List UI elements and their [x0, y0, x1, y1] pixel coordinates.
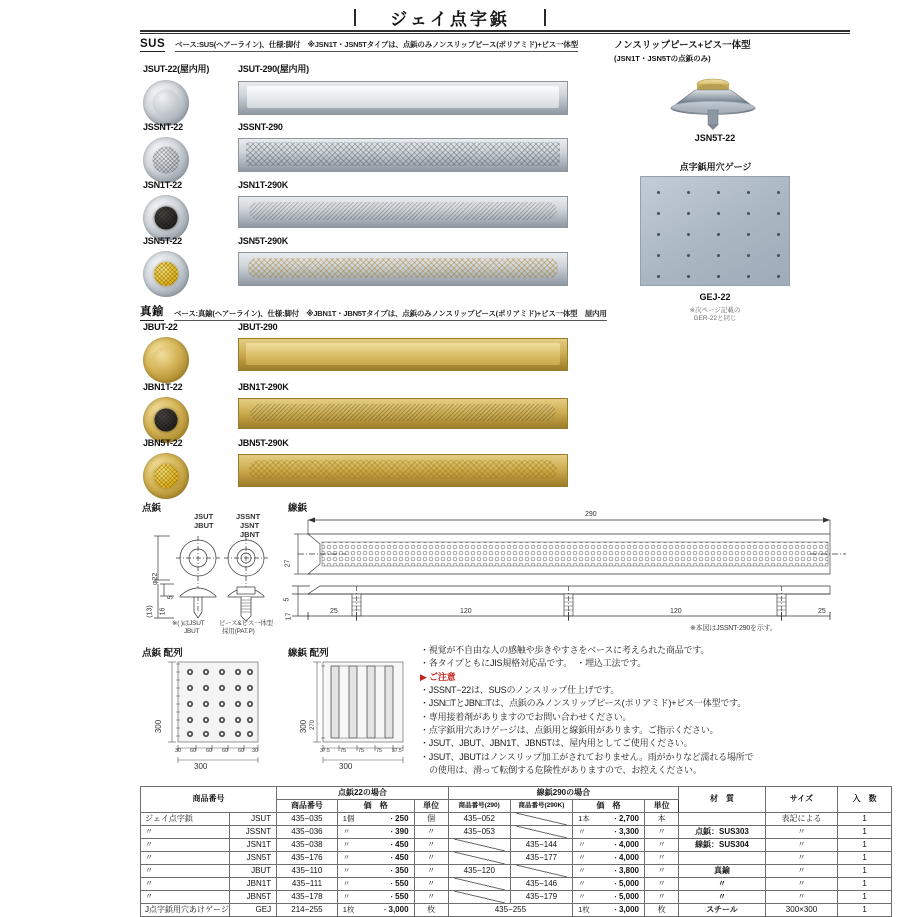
layout-title-dot: 点鋲 配列 — [142, 648, 183, 659]
title-divider-left — [354, 9, 356, 26]
th-code290: 商品番号(290) — [448, 800, 510, 813]
note-item: ・JSN□TとJBN□Tは、点鋲のみノンスリップピース(ポリアミド)+ビス一体型です。 — [420, 698, 747, 709]
bar-image-jbn1t — [238, 398, 568, 429]
dim-line-120b: 120 — [670, 608, 682, 615]
bar-image-jbn5t — [238, 454, 568, 487]
cell-unit-22: 〃 — [414, 878, 448, 891]
cell-unit-290: 〃 — [645, 891, 679, 904]
note-item: の使用は、滑って転倒する危険性がありますので、お控えください。 — [429, 764, 702, 775]
gauge-image — [640, 176, 790, 286]
cell-price-22: 〃 ・350 — [337, 865, 414, 878]
product-row-jssnt — [143, 122, 189, 183]
bar-label-jbn5t: JBN5T-290K — [238, 438, 289, 448]
dot-label-b-2: JSNT — [240, 521, 260, 530]
cell-code-22: 435−038 — [277, 839, 338, 852]
dot-label-jssnt: JSSNT-22 — [143, 122, 183, 132]
table-row — [141, 852, 892, 865]
cell-price-290: 〃 ・4,000 — [573, 839, 645, 852]
cell-size: 300×300 — [765, 904, 838, 917]
cell-size: 表記による — [765, 813, 838, 826]
gauge-hole — [717, 191, 720, 194]
cell-code-290 — [448, 839, 510, 852]
cell-model: JSN1T — [229, 839, 276, 852]
note-item: ・点字鋲用穴あけゲージは、点鋲用と線鋲用があります。ご指示ください。 — [420, 724, 719, 735]
cell-count: 1 — [838, 891, 892, 904]
drawing-title-dot: 点鋲 — [142, 503, 162, 514]
gauge-hole — [687, 191, 690, 194]
cell-material: 点鋲：SUS303 — [679, 826, 766, 839]
cell-price-22: 1個 ・250 — [337, 813, 414, 826]
th-unit22: 単位 — [414, 800, 448, 813]
layout-dot-tick-6: 30 — [252, 748, 259, 754]
dim-line-h27: 27 — [284, 559, 292, 568]
gauge-hole — [687, 233, 690, 236]
note-item: ・JSSNT−22は、SUSのノンスリップ仕上げです。 — [420, 684, 620, 695]
note-caution-heading: ▶ ご注意 — [420, 671, 456, 682]
layout-dot-tick-5: 60 — [238, 748, 245, 754]
cell-code-22: 435−035 — [277, 813, 338, 826]
cell-count: 1 — [838, 878, 892, 891]
cell-code-290k — [510, 865, 572, 878]
layout-line-vertical-dim2: 270 — [310, 719, 317, 731]
gauge-hole — [777, 233, 780, 236]
table-row — [141, 826, 892, 839]
cell-code-22: 435−176 — [277, 852, 338, 865]
mesh-texture — [153, 147, 180, 174]
th-quantity: 入 数 — [838, 787, 892, 813]
cell-count: 1 — [838, 839, 892, 852]
gauge-hole — [687, 254, 690, 257]
cell-code-22: 435−036 — [277, 826, 338, 839]
cell-unit-290: 〃 — [645, 839, 679, 852]
dot-image-jssnt — [143, 137, 189, 183]
cell-product-name: 〃 — [141, 865, 230, 878]
cell-unit-22: 〃 — [414, 826, 448, 839]
gauge-hole — [657, 191, 660, 194]
bar-image-jsn1t — [238, 196, 568, 228]
gauge-hole — [777, 191, 780, 194]
layout-line-tick-3: 75 — [358, 748, 365, 754]
gauge-hole — [717, 233, 720, 236]
gauge-hole — [777, 275, 780, 278]
dot-image-jbn5t — [143, 453, 189, 499]
layout-title-line: 線鋲 配列 — [288, 648, 329, 659]
cell-size: 〃 — [765, 826, 838, 839]
cell-size: 〃 — [765, 839, 838, 852]
dot-note-3: ピース&ビス一体型 — [219, 620, 273, 627]
product-bar-jsut — [238, 62, 568, 115]
cell-size: 〃 — [765, 852, 838, 865]
dot-image-jsn5t — [143, 251, 189, 297]
section-header-sus — [140, 38, 610, 52]
dot-image-jbn1t — [143, 397, 189, 443]
drawing-title-line: 線鋲 — [288, 503, 308, 514]
cell-unit-22: 個 — [414, 813, 448, 826]
layout-dot-tick-3: 60 — [206, 748, 213, 754]
mesh-texture — [154, 262, 178, 286]
dot-inner — [154, 464, 178, 488]
dim-line-25a: 25 — [330, 608, 338, 615]
section-header-brass — [140, 303, 610, 321]
cell-unit-290: 枚 — [645, 904, 679, 917]
dim-dot-h5: 5 — [167, 595, 175, 600]
dot-image-jsut — [143, 80, 189, 126]
cell-unit-22: 〃 — [414, 891, 448, 904]
cell-model: JSSNT — [229, 826, 276, 839]
dot-label-b-1: JSSNT — [236, 512, 261, 521]
cell-price-22: 1枚 ・3,000 — [337, 904, 414, 917]
dot-label-jbn5t: JBN5T-22 — [143, 438, 183, 448]
cell-price-22: 〃 ・450 — [337, 839, 414, 852]
dot-inner — [153, 147, 180, 174]
nonslip-piece-title-text: ノンスリップピース+ビス一体型 — [614, 40, 751, 51]
cell-price-22: 〃 ・450 — [337, 852, 414, 865]
cell-code-290: 435−053 — [448, 826, 510, 839]
gauge-hole — [747, 233, 750, 236]
layout-line-tick-5: 37.5 — [392, 748, 402, 754]
cell-model: JSN5T — [229, 852, 276, 865]
cell-unit-290: 〃 — [645, 865, 679, 878]
dot-label-jbut: JBUT-22 — [143, 322, 178, 332]
product-row-jbn1t — [143, 382, 189, 443]
cell-unit-290: 〃 — [645, 826, 679, 839]
gauge-hole — [747, 254, 750, 257]
gauge-hole — [777, 254, 780, 257]
th-material: 材 質 — [679, 787, 766, 813]
gauge-hole — [777, 212, 780, 215]
layout-dot-tick-4: 60 — [222, 748, 229, 754]
cell-material — [679, 813, 766, 826]
dot-label-b-3: JBNT — [240, 530, 260, 539]
cell-unit-22: 枚 — [414, 904, 448, 917]
table-body — [141, 813, 892, 917]
th-unit290: 単位 — [645, 800, 679, 813]
cell-count: 1 — [838, 826, 892, 839]
gauge-hole — [657, 212, 660, 215]
dim-dot-h13: (13) — [146, 605, 154, 618]
product-bar-jbn5t — [238, 438, 568, 487]
cell-product-name: 〃 — [141, 878, 230, 891]
page-header — [0, 0, 900, 34]
bar-label-jsut: JSUT-290(屋内用) — [238, 64, 309, 74]
cell-count: 1 — [838, 904, 892, 917]
cell-model: JSUT — [229, 813, 276, 826]
note-item: ・JSUT、JBUTはノンスリップ加工がされておりません。雨がかりなど濡れる場所で — [420, 751, 754, 762]
mesh-texture — [155, 409, 178, 432]
gauge-hole — [657, 233, 660, 236]
cell-unit-290: 本 — [645, 813, 679, 826]
table-row — [141, 878, 892, 891]
cell-unit-290: 〃 — [645, 878, 679, 891]
cell-unit-22: 〃 — [414, 852, 448, 865]
dot-note-4: 採用(PAT.P) — [222, 628, 255, 635]
cell-price-22: 〃 ・390 — [337, 826, 414, 839]
layout-line-tick-1: 37.5 — [320, 748, 330, 754]
cell-code-22: 214−255 — [277, 904, 338, 917]
note-item: ・JSUT、JBUT、JBN1T、JBN5Tは、屋内用としてご使用ください。 — [420, 738, 693, 749]
cell-price-290: 〃 ・3,800 — [573, 865, 645, 878]
cell-code-290: 435−255 — [448, 904, 572, 917]
gauge-hole — [657, 275, 660, 278]
bar-fill — [246, 142, 560, 166]
cell-code-290k — [510, 813, 572, 826]
section-tag-brass: 真鍮 — [140, 303, 164, 321]
bar-fill — [249, 202, 557, 220]
mesh-texture — [155, 207, 178, 230]
cell-price-290: 1本 ・2,700 — [573, 813, 645, 826]
mesh-texture — [154, 464, 178, 488]
cell-count: 1 — [838, 852, 892, 865]
cell-code-290: 435−120 — [448, 865, 510, 878]
cell-material: 線鋲：SUS304 — [679, 839, 766, 852]
cell-model: JBUT — [229, 865, 276, 878]
cell-product-name: 〃 — [141, 826, 230, 839]
cell-code-290k: 435−177 — [510, 852, 572, 865]
bar-label-jsn1t: JSN1T-290K — [238, 180, 289, 190]
layout-line-vertical-dim: 300 — [299, 719, 309, 734]
cell-material — [679, 852, 766, 865]
cell-model: JBN1T — [229, 878, 276, 891]
dim-line-h17: 17 — [285, 612, 293, 621]
layout-line-tick-4: 75 — [376, 748, 383, 754]
dot-note-2: JBUT — [184, 628, 200, 635]
dot-label-a-1: JSUT — [194, 512, 214, 521]
gauge-hole — [747, 275, 750, 278]
bar-fill — [247, 86, 559, 108]
bar-label-jssnt: JSSNT-290 — [238, 122, 283, 132]
layout-dot-horizontal-dim: 300 — [194, 762, 208, 771]
dot-inner — [155, 409, 178, 432]
product-row-jbn5t — [143, 438, 189, 499]
gauge-note — [640, 307, 790, 324]
page-title: ジェイ点字鋲 — [390, 9, 510, 29]
cell-price-22: 〃 ・550 — [337, 878, 414, 891]
gauge-hole — [717, 275, 720, 278]
cell-material: 〃 — [679, 891, 766, 904]
cell-model: JBN5T — [229, 891, 276, 904]
gauge-hole — [717, 212, 720, 215]
th-code22: 商品番号 — [277, 800, 338, 813]
gauge-note-line2: GER-22と同じ — [693, 315, 737, 323]
note-item: ・各タイプともにJIS規格対応品です。 ・埋込工法です。 — [420, 658, 647, 669]
bar-fill — [249, 460, 557, 479]
product-row-jsut — [143, 62, 209, 126]
bar-image-jssnt — [238, 138, 568, 172]
cell-material: 真鍮 — [679, 865, 766, 878]
dot-inner — [153, 90, 180, 117]
layout-line-horizontal-dim: 300 — [339, 762, 353, 771]
dot-image-jbut — [143, 337, 189, 383]
section-desc-brass: ベース:真鍮(ヘアーライン)、仕様:脚付 ※JBN1T・JBN5Tタイプは、点鋲のみノンスリップピース(ポリアミド)+ビス一体型 屋内用 — [174, 308, 607, 321]
nonslip-piece-image — [665, 68, 761, 130]
cell-code-22: 435−110 — [277, 865, 338, 878]
cell-product-name: J点字鋲用穴あけゲージ — [141, 904, 230, 917]
cell-price-290: 〃 ・3,300 — [573, 826, 645, 839]
nonslip-piece-caption: JSN5T-22 — [694, 133, 736, 143]
title-divider-right — [544, 9, 546, 26]
header-rule — [140, 30, 850, 34]
nonslip-piece-subtitle: (JSN1T・JSN5Tの点鋲のみ) — [614, 53, 711, 63]
gauge-hole — [687, 212, 690, 215]
layout-line-tick-2: 75 — [340, 748, 347, 754]
bar-fill — [250, 404, 556, 421]
dot-inner — [154, 262, 178, 286]
dot-image-jsn1t — [143, 195, 189, 241]
cell-code-290k: 435−144 — [510, 839, 572, 852]
bar-image-jsut — [238, 81, 568, 115]
dot-inner — [155, 207, 178, 230]
section-desc-sus: ベース:SUS(ヘアーライン)、仕様:脚付 ※JSN1T・JSN5Tタイプは、点鋲のみノンスリップピース(ポリアミド)+ビス一体型 — [175, 39, 578, 52]
cell-price-290: 1枚 ・3,000 — [573, 904, 645, 917]
cell-code-290 — [448, 878, 510, 891]
product-bar-jsn5t — [238, 236, 568, 286]
cell-code-290: 435−052 — [448, 813, 510, 826]
gauge-hole — [747, 191, 750, 194]
dot-note-1: ※( )はJSUT — [172, 620, 205, 627]
th-price22: 価 格 — [337, 800, 414, 813]
gauge-title: 点字鋲用穴ゲージ — [679, 162, 752, 172]
product-bar-jssnt — [238, 122, 568, 172]
layout-dot-vertical-dim: 300 — [154, 719, 164, 734]
cell-price-290: 〃 ・4,000 — [573, 852, 645, 865]
layout-dot-tick-1: 30 — [175, 748, 182, 754]
th-product-code: 商品番号 — [141, 787, 277, 813]
bar-label-jbut: JBUT-290 — [238, 322, 278, 332]
table-row — [141, 813, 892, 826]
gauge-note-line1: ※次ページ記載の — [689, 307, 741, 314]
dim-dot-h16: 16 — [159, 607, 167, 616]
cell-size: 〃 — [765, 878, 838, 891]
table-row — [141, 904, 892, 917]
bar-image-jsn5t — [238, 252, 568, 286]
cell-price-290: 〃 ・5,000 — [573, 891, 645, 904]
gauge-hole — [747, 212, 750, 215]
table-header-row-1 — [141, 787, 892, 800]
product-bar-jbut — [238, 322, 568, 371]
cell-unit-22: 〃 — [414, 865, 448, 878]
product-row-jsn1t — [143, 180, 189, 241]
cell-unit-22: 〃 — [414, 839, 448, 852]
dim-line-total: 290 — [585, 511, 597, 518]
dot-label-jsn5t: JSN5T-22 — [143, 236, 182, 246]
cell-code-290k — [510, 826, 572, 839]
cell-product-name: 〃 — [141, 891, 230, 904]
nonslip-piece-title — [614, 40, 884, 66]
gauge-caption: GEJ-22 — [699, 292, 731, 302]
layout-dot-tick-2: 60 — [190, 748, 197, 754]
dim-dot-diameter: φ22 — [152, 572, 159, 585]
cell-product-name: 〃 — [141, 839, 230, 852]
product-bar-jsn1t — [238, 180, 568, 228]
cell-product-name: ジェイ点字鋲 — [141, 813, 230, 826]
price-table — [140, 786, 892, 917]
cell-code-290 — [448, 852, 510, 865]
th-price290: 価 格 — [573, 800, 645, 813]
cell-material: スチール — [679, 904, 766, 917]
cell-material: 〃 — [679, 878, 766, 891]
dim-line-120a: 120 — [460, 608, 472, 615]
table-row — [141, 891, 892, 904]
note-item: ・専用接着剤がありますのでお問い合わせください。 — [420, 711, 632, 722]
bar-fill — [248, 258, 558, 278]
cell-price-22: 〃 ・550 — [337, 891, 414, 904]
product-row-jsn5t — [143, 236, 189, 297]
dim-line-25b: 25 — [818, 608, 826, 615]
th-dot22-group: 点鋲22の場合 — [277, 787, 449, 800]
th-size: サイズ — [765, 787, 838, 813]
table-row — [141, 839, 892, 852]
line-technical-drawing — [290, 508, 850, 623]
cell-code-290 — [448, 891, 510, 904]
bar-fill — [246, 343, 560, 365]
bar-label-jsn5t: JSN5T-290K — [238, 236, 289, 246]
table-row — [141, 865, 892, 878]
dot-inner — [153, 347, 180, 374]
product-bar-jbn1t — [238, 382, 568, 429]
th-code290k: 商品番号(290K) — [510, 800, 572, 813]
cell-unit-290: 〃 — [645, 852, 679, 865]
cell-product-name: 〃 — [141, 852, 230, 865]
dim-line-h5: 5 — [283, 597, 291, 602]
bar-image-jbut — [238, 338, 568, 371]
th-line290-group: 線鋲290の場合 — [448, 787, 678, 800]
cell-code-290k: 435−146 — [510, 878, 572, 891]
product-row-jbut — [143, 322, 189, 383]
cell-code-22: 435−111 — [277, 878, 338, 891]
notes-block — [420, 644, 890, 777]
section-tag-sus: SUS — [140, 38, 166, 50]
cell-price-290: 〃 ・5,000 — [573, 878, 645, 891]
cell-code-22: 435−178 — [277, 891, 338, 904]
cell-size: 〃 — [765, 865, 838, 878]
cell-model: GEJ — [229, 904, 276, 917]
dot-label-a-2: JBUT — [194, 521, 214, 530]
dot-label-jsut: JSUT-22(屋内用) — [143, 64, 210, 74]
dot-label-jsn1t: JSN1T-22 — [143, 180, 182, 190]
gauge-hole — [687, 275, 690, 278]
dot-label-jbn1t: JBN1T-22 — [143, 382, 183, 392]
line-drawing-note: ※本図はJSSNT-290を示す。 — [690, 625, 777, 632]
cell-size: 〃 — [765, 891, 838, 904]
dot-layout-diagram — [150, 658, 280, 770]
gauge-hole — [657, 254, 660, 257]
note-item: ・視覚が不自由な人の感触や歩きやすさをベースに考えられた商品です。 — [420, 645, 710, 655]
cell-code-290k: 435−179 — [510, 891, 572, 904]
gauge-hole — [717, 254, 720, 257]
cell-count: 1 — [838, 865, 892, 878]
cell-count: 1 — [838, 813, 892, 826]
bar-label-jbn1t: JBN1T-290K — [238, 382, 289, 392]
